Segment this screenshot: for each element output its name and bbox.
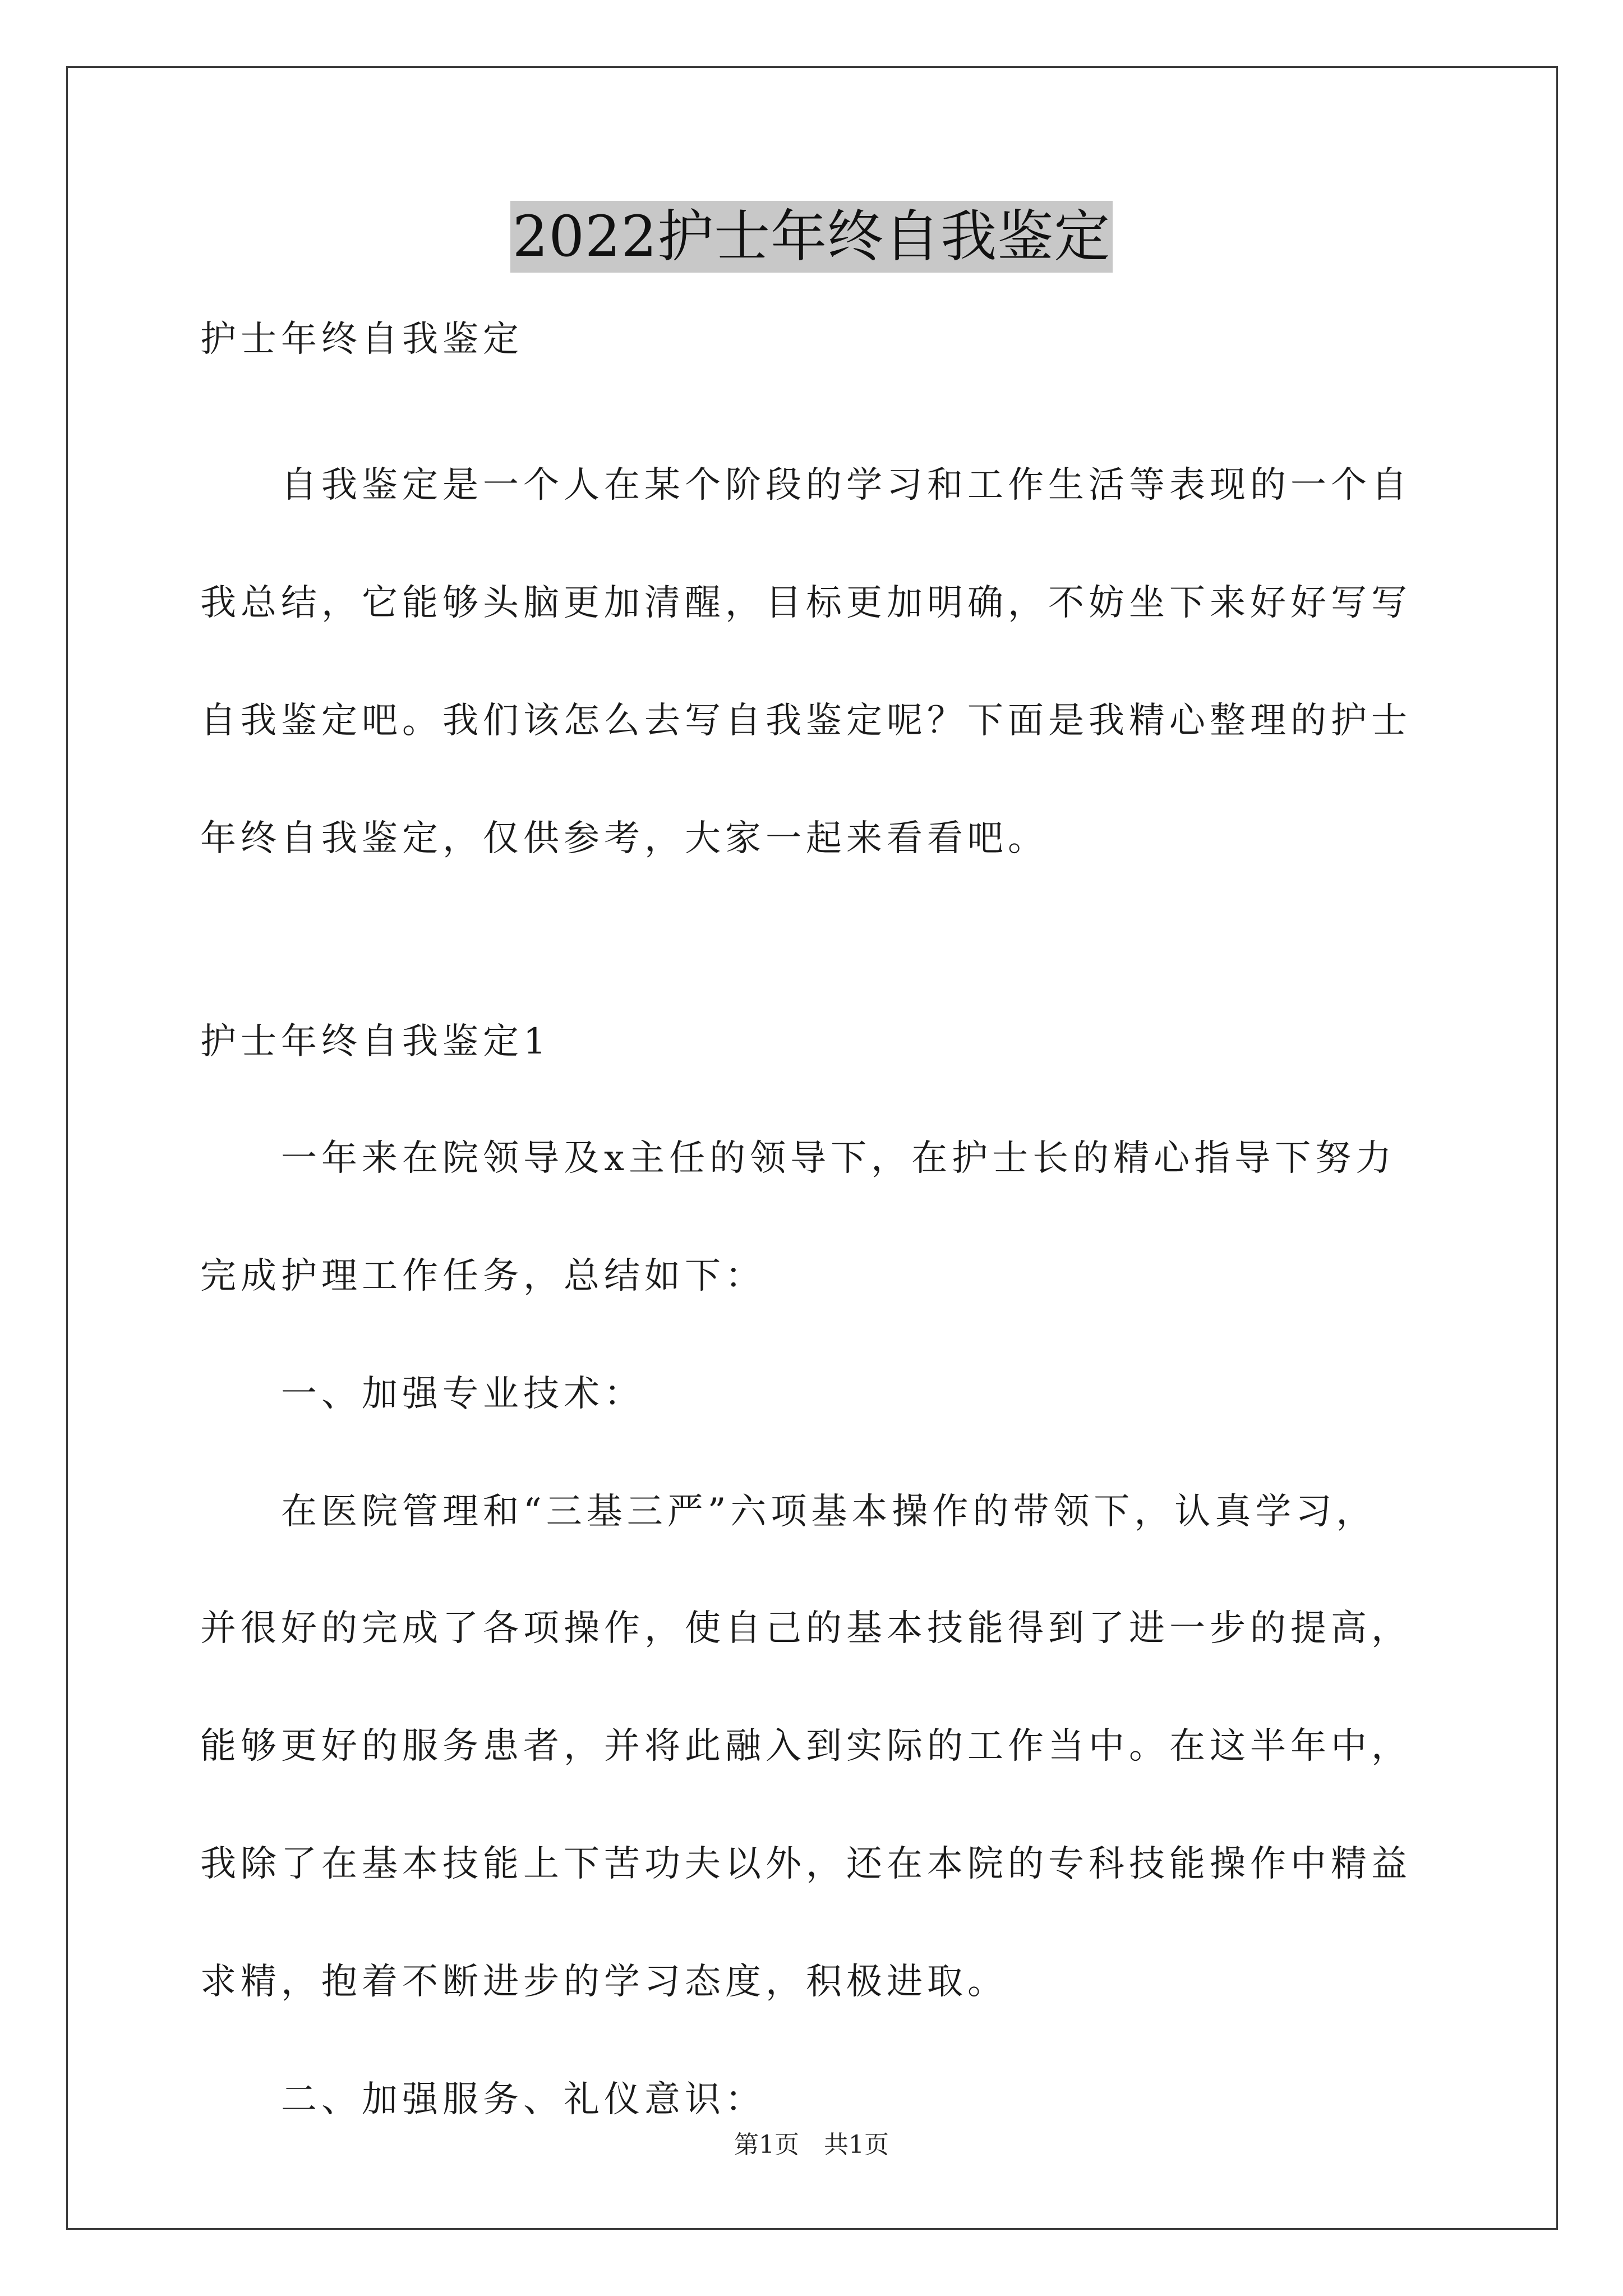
section-heading: 护士年终自我鉴定 [200, 319, 523, 360]
paragraph-line: 我总结，它能够头脑更加清醒，目标更加明确，不妨坐下来好好写写 [200, 582, 1412, 624]
paragraph-line: 求精，抱着不断进步的学习态度，积极进取。 [200, 1961, 1008, 2003]
paragraph-line: 并很好的完成了各项操作，使自己的基本技能得到了进一步的提高， [200, 1608, 1412, 1649]
paragraph-line: 我除了在基本技能上下苦功夫以外，还在本院的专科技能操作中精益 [200, 1843, 1412, 1885]
paragraph-line: 自我鉴定是一个人在某个阶段的学习和工作生活等表现的一个自 [200, 464, 1412, 506]
document-title: 2022护士年终自我鉴定 [510, 201, 1113, 273]
subheading: 二、加强服务、礼仪意识： [200, 2079, 766, 2120]
paragraph-line: 在医院管理和“三基三严”六项基本操作的带领下，认真学习， [200, 1491, 1377, 1533]
paragraph-line: 自我鉴定吧。我们该怎么去写自我鉴定呢？下面是我精心整理的护士 [200, 700, 1412, 742]
title-container [0, 201, 1623, 273]
paragraph-line: 一年来在院领导及x主任的领导下，在护士长的精心指导下努力 [200, 1138, 1396, 1179]
paragraph-line: 能够更好的服务患者，并将此融入到实际的工作当中。在这半年中， [200, 1726, 1412, 1767]
paragraph-line: 年终自我鉴定，仅供参考，大家一起来看看吧。 [200, 818, 1048, 859]
page-number: 第1页 共1页 [734, 2131, 889, 2159]
subheading: 一、加强专业技术： [200, 1373, 644, 1415]
paragraph-line: 完成护理工作任务，总结如下： [200, 1255, 766, 1297]
section-heading: 护士年终自我鉴定1 [200, 1021, 551, 1062]
